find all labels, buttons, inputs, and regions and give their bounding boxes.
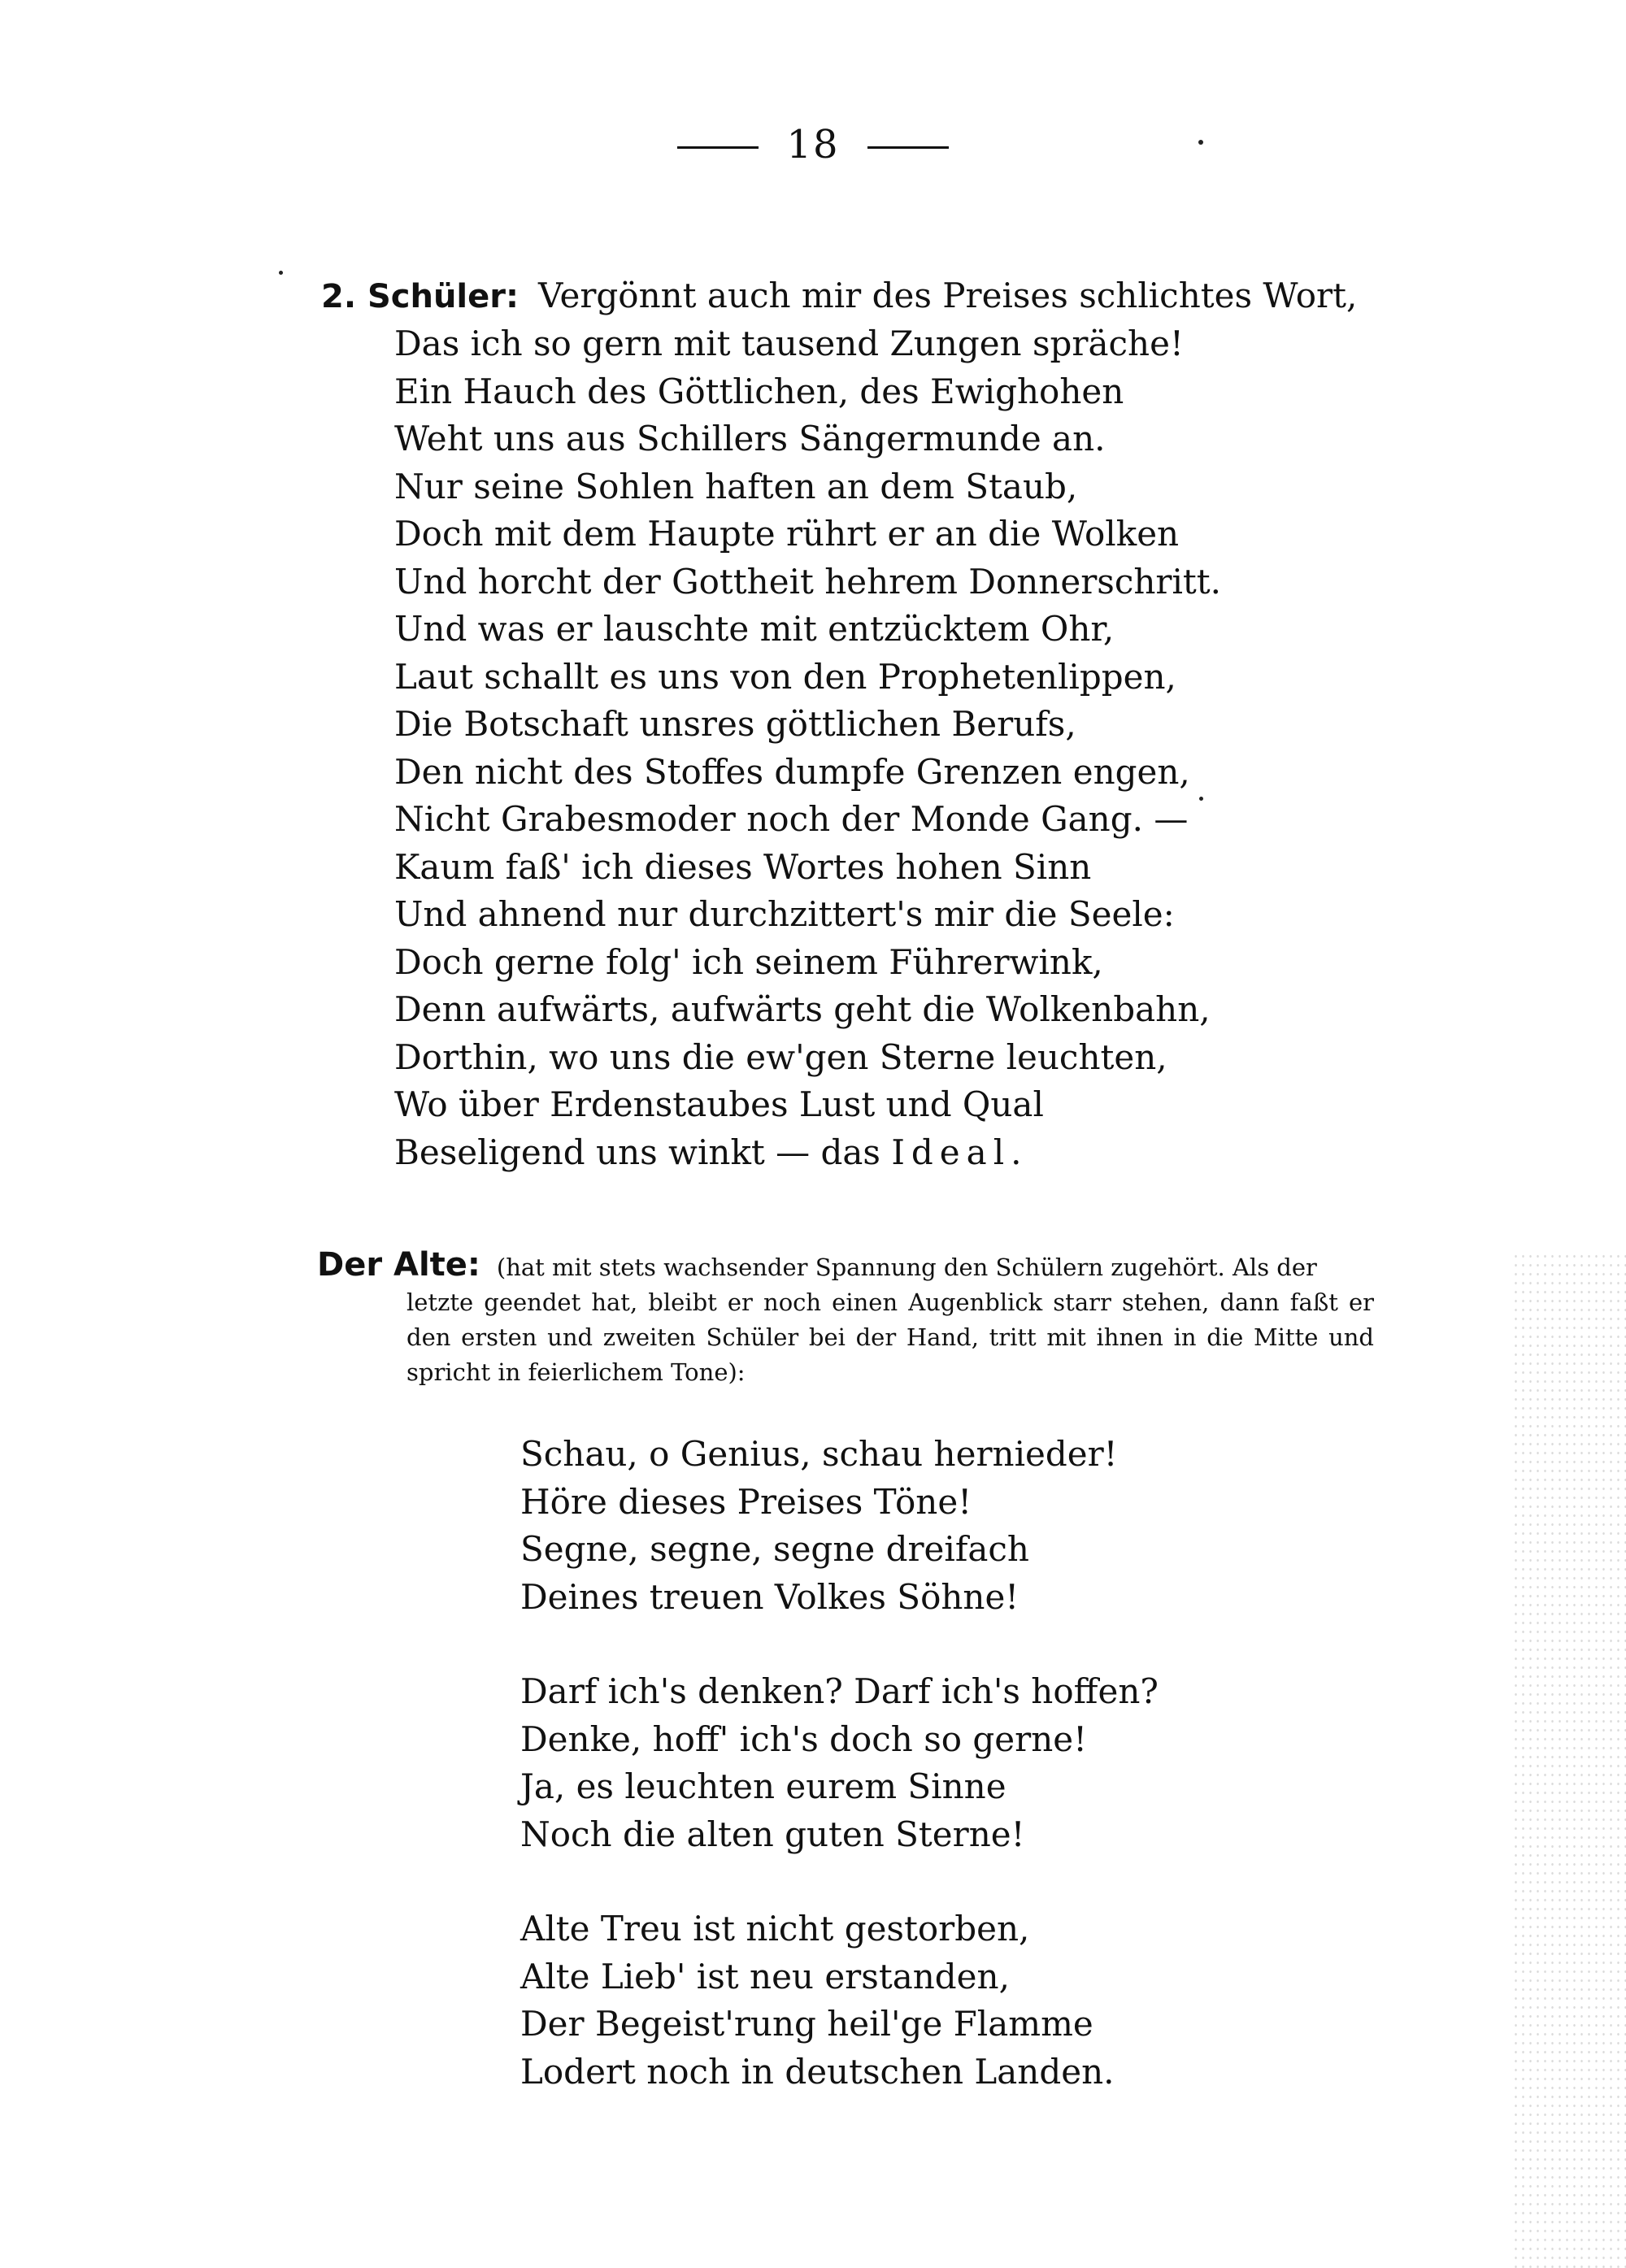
verse-line: Die Botschaft unsres göttlichen Berufs, xyxy=(394,704,1076,744)
verse-line: Laut schallt es uns von den Prophetenlippen, xyxy=(394,656,1176,697)
stanza-line: Ja, es leuchten eurem Sinne xyxy=(520,1766,1006,1806)
verse-line: Und was er lauschte mit entzücktem Ohr, xyxy=(394,609,1115,649)
stage-direction-first: (hat mit stets wachsender Spannung den Schülern zugehört. Als der xyxy=(496,1253,1317,1281)
scan-edge-noise xyxy=(1512,1252,1626,2268)
verse-line: Dorthin, wo uns die ew'gen Sterne leuchten, xyxy=(394,1036,1167,1077)
stanza-line: Deines treuen Volkes Söhne! xyxy=(520,1576,1020,1617)
verse-line-last-start: Beseligend uns winkt — das xyxy=(394,1132,892,1172)
speaker-block-alte xyxy=(317,1248,1374,1390)
verse-line: Ein Hauch des Göttlichen, des Ewighohen xyxy=(394,371,1124,411)
verse-line: Das ich so gern mit tausend Zungen spräche! xyxy=(394,324,1184,363)
speaker-block-schueler xyxy=(321,272,1459,1176)
verse-line: Nur seine Sohlen haften an dem Staub, xyxy=(394,466,1078,506)
poem-stanzas xyxy=(520,1431,1333,2143)
stanza xyxy=(520,1905,1333,2096)
verse-line: Vergönnt auch mir des Preises schlichtes Wort, xyxy=(538,276,1358,315)
print-speck xyxy=(1198,140,1203,145)
verse-line: Den nicht des Stoffes dumpfe Grenzen engen, xyxy=(394,751,1190,792)
speaker-label: 2. Schüler: xyxy=(321,278,519,315)
verse-line: Wo über Erdenstaubes Lust und Qual xyxy=(394,1084,1044,1124)
verse-line: Denn aufwärts, aufwärts geht die Wolkenbahn, xyxy=(394,989,1211,1029)
verse-line: Und horcht der Gottheit hehrem Donnerschritt. xyxy=(394,561,1222,602)
stanza-line: Denke, hoff' ich's doch so gerne! xyxy=(520,1718,1087,1759)
speaker-first-line xyxy=(321,272,1459,320)
stanza-line: Alte Lieb' ist neu erstanden, xyxy=(520,1956,1010,1996)
page-number xyxy=(0,122,1626,167)
verse-line: Doch mit dem Haupte rührt er an die Wolken xyxy=(394,514,1180,554)
stanza-line: Noch die alten guten Sterne! xyxy=(520,1814,1025,1854)
verse-line-last-spaced: Ideal. xyxy=(891,1132,1028,1172)
verse-line: Und ahnend nur durchzittert's mir die Seele: xyxy=(394,894,1175,934)
verse-line: Nicht Grabesmoder noch der Monde Gang. — xyxy=(394,799,1189,839)
stanza-line: Lodert noch in deutschen Landen. xyxy=(520,2051,1115,2092)
alte-heading xyxy=(317,1248,1374,1285)
stanza-line: Darf ich's denken? Darf ich's hoffen? xyxy=(520,1671,1159,1711)
stanza-line: Alte Treu ist nicht gestorben, xyxy=(520,1909,1030,1949)
verse-line-last xyxy=(394,1129,1459,1177)
stanza xyxy=(520,1668,1333,1858)
stanza-line: Der Begeist'rung heil'ge Flamme xyxy=(520,2004,1093,2044)
stanza xyxy=(520,1431,1333,1621)
dash-left xyxy=(677,146,759,149)
verse-line: Kaum faß' ich dieses Wortes hohen Sinn xyxy=(394,846,1092,887)
verse-lines xyxy=(394,320,1459,1176)
print-speck xyxy=(279,271,283,275)
page-number-value: 18 xyxy=(786,122,840,167)
verse-line: Doch gerne folg' ich seinem Führerwink, xyxy=(394,941,1103,982)
stanza-line: Segne, segne, segne dreifach xyxy=(520,1529,1029,1569)
dash-right xyxy=(867,146,949,149)
speaker-label: Der Alte: xyxy=(317,1246,480,1284)
stanza-line: Schau, o Genius, schau hernieder! xyxy=(520,1434,1118,1474)
verse-line: Weht uns aus Schillers Sängermunde an. xyxy=(394,419,1106,458)
stage-direction-rest: letzte geendet hat, bleibt er noch einen Augenblick starr stehen, dann faßt er den ersten und zweiten Schüler bei der Hand, tritt mit ihnen in die Mitte und spricht in feierlichem Tone): xyxy=(406,1288,1374,1386)
stanza-line: Höre dieses Preises Töne! xyxy=(520,1481,972,1522)
